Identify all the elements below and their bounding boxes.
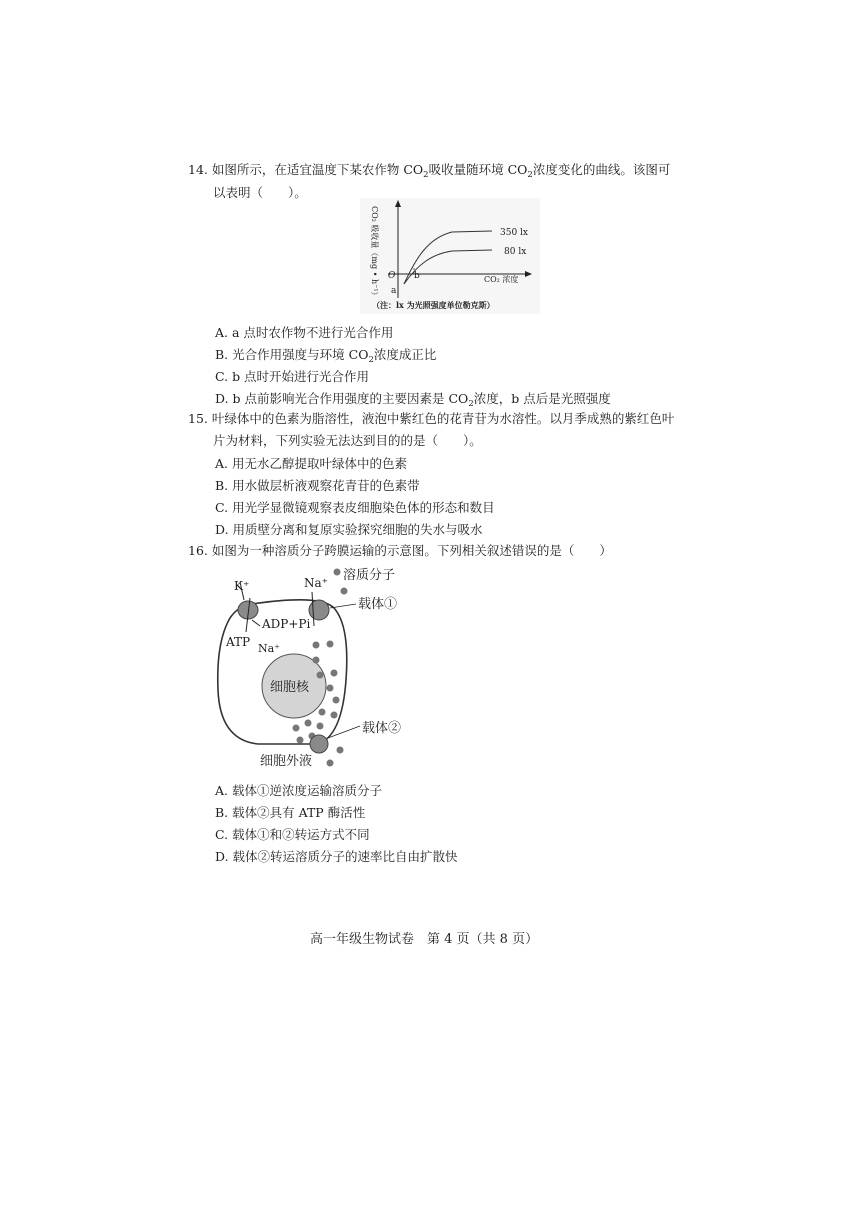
figure-note: （注：lx 为光照强度单位勒克斯）	[372, 300, 495, 310]
carrier1-label: 载体①	[358, 597, 398, 612]
carrier-2	[310, 735, 328, 753]
curve2-label: 80 lx	[504, 247, 527, 257]
solute-label: 溶质分子	[343, 568, 396, 583]
curve1-label: 350 lx	[500, 228, 528, 238]
membrane-transport-diagram	[200, 560, 420, 775]
atp-arrow	[252, 620, 260, 626]
q16-option-a: A. 载体①逆浓度运输溶质分子	[215, 783, 383, 798]
y-axis-label: CO₂ 吸收量（mg • h⁻¹）	[370, 206, 379, 300]
question-number: 16.	[188, 543, 208, 558]
x-axis-label: CO₂ 浓度	[484, 275, 519, 284]
extracellular-label: 细胞外液	[260, 754, 313, 769]
carrier2-label: 载体②	[362, 721, 402, 736]
question-14-line1: 14. 如图所示，在适宜温度下某农作物 $CO_2$吸收量随环境 $CO_2$浓度变化的曲线。该图可	[188, 162, 671, 180]
point-a-label: a	[391, 286, 397, 296]
page-footer: 高一年级生物试卷 第 4 页（共 8 页）	[310, 932, 539, 947]
q16-option-d: D. 载体②转运溶质分子的速率比自由扩散快	[215, 849, 458, 864]
solute-molecule	[327, 760, 334, 767]
question-number: 15.	[188, 411, 208, 426]
na-inner-label: Na⁺	[258, 642, 280, 655]
na-top-label: Na⁺	[304, 576, 328, 590]
question-15-line1	[188, 409, 674, 427]
question-16-line1	[188, 541, 612, 559]
k-ion-label: K⁺	[234, 579, 250, 593]
q15-option-c: C. 用光学显微镜观察表皮细胞染色体的形态和数目	[215, 500, 495, 515]
question-text: 如图为一种溶质分子跨膜运输的示意图。下列相关叙述错误的是（ ）	[211, 543, 612, 558]
solute-molecule	[334, 569, 341, 576]
nucleus-label: 细胞核	[270, 680, 310, 695]
q14-option-c: C. b 点时开始进行光合作用	[215, 369, 370, 384]
question-text: 叶绿体中的色素为脂溶性，液泡中紫红色的花青苷为水溶性。以月季成熟的紫红色叶	[211, 411, 675, 426]
q15-option-a: A. 用无水乙醇提取叶绿体中的色素	[215, 456, 408, 471]
q14-option-b: B. 光合作用强度与环境 $CO_2$浓度成正比	[215, 347, 437, 365]
question-14-line2: 以表明（ ）。	[213, 185, 307, 200]
question-number: 14.	[188, 162, 208, 177]
q14-option-d: D. b 点前影响光合作用强度的主要因素是 $CO_2$浓度，b 点后是光照强度	[215, 391, 611, 409]
point-b-label: b	[414, 271, 420, 281]
co2-absorption-chart	[360, 198, 540, 314]
q15-option-d: D. 用质壁分离和复原实验探究细胞的失水与吸水	[215, 522, 483, 537]
q16-option-c: C. 载体①和②转运方式不同	[215, 827, 370, 842]
atp-label: ATP	[226, 635, 251, 649]
q16-option-b: B. 载体②具有 ATP 酶活性	[215, 805, 366, 820]
question-15-line2: 片为材料，下列实验无法达到目的的是（ ）。	[213, 433, 482, 448]
adp-label: ADP+Pi	[262, 617, 311, 631]
origin-label: O	[388, 271, 396, 281]
q14-option-a: A. a 点时农作物不进行光合作用	[215, 325, 394, 340]
solute-molecule	[341, 588, 348, 595]
carrier-1	[309, 600, 329, 620]
solute-molecule	[337, 747, 344, 754]
carrier1-pointer	[330, 604, 356, 608]
q15-option-b: B. 用水做层析液观察花青苷的色素带	[215, 478, 420, 493]
question-text: 如图所示，在适宜温度下某农作物 CO	[211, 162, 424, 177]
